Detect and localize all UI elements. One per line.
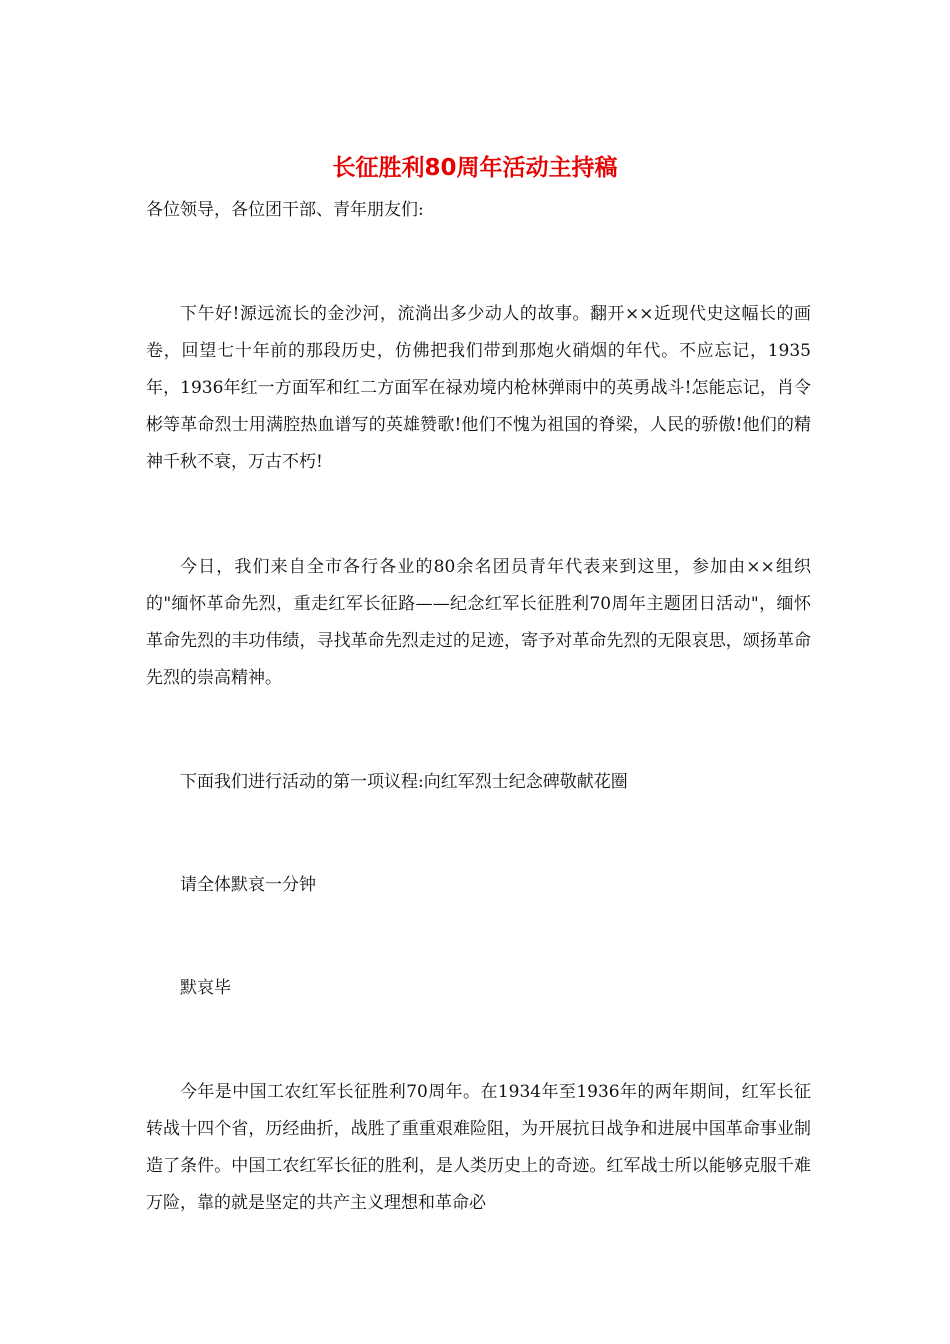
salutation: 各位领导，各位团干部、青年朋友们: (146, 200, 424, 220)
paragraph-agenda: 下面我们进行活动的第一项议程:向红军烈士纪念碑敬献花圈 (180, 772, 628, 792)
paragraph-silence-end: 默哀毕 (180, 978, 231, 998)
document-title: 长征胜利80周年活动主持稿 (332, 155, 618, 181)
paragraph-history: 今年是中国工农红军长征胜利70周年。在1934年至1936年的两年期间，红军长征转战十四个省，历经曲折，战胜了重重艰难险阻，为开展抗日战争和进展中国革命事业制造了条件。中国工农红军长征的胜利，是人类历史上的奇迹。红军战士所以能够克服千难万险，靠的就是坚定的共产主义理想和革命必 (146, 1082, 811, 1213)
paragraph-introduction: 今日，我们来自全市各行各业的80余名团员青年代表来到这里，参加由××组织的"缅怀革命先烈，重走红军长征路——纪念红军长征胜利70周年主题团日活动"，缅怀革命先烈的丰功伟绩，寻找革命先烈走过的足迹，寄予对革命先烈的无限哀思，颂扬革命先烈的崇高精神。 (146, 557, 811, 688)
paragraph-silence: 请全体默哀一分钟 (180, 875, 316, 895)
paragraph-opening: 下午好!源远流长的金沙河，流淌出多少动人的故事。翻开××近现代史这幅长的画卷，回望七十年前的那段历史，仿佛把我们带到那炮火硝烟的年代。不应忘记，1935年，1936年红一方面军和红二方面军在禄劝境内枪林弹雨中的英勇战斗!怎能忘记，肖令彬等革命烈士用满腔热血谱写的英雄赞歌!他们不愧为祖国的脊梁，人民的骄傲!他们的精神千秋不衰，万古不朽! (146, 304, 811, 472)
